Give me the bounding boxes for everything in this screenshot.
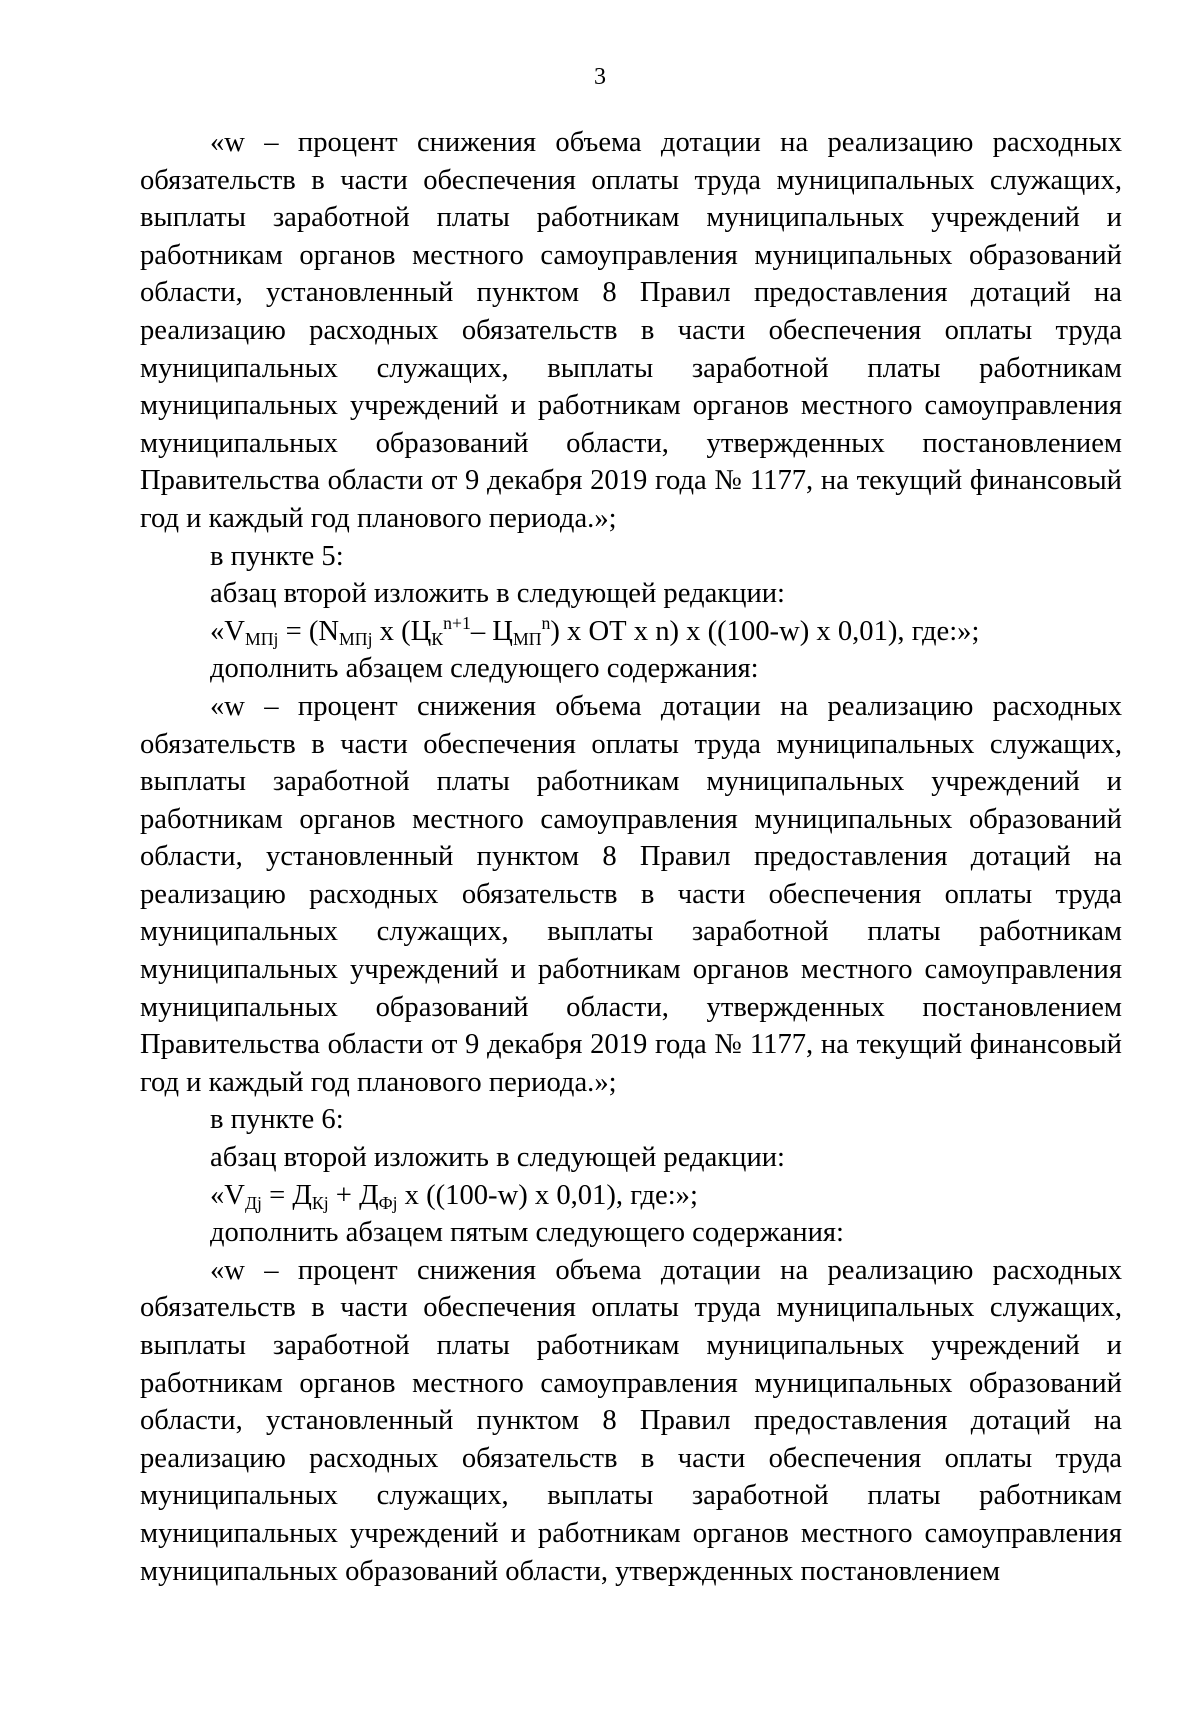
formula-subscript: МП xyxy=(512,628,542,649)
formula-part: = (N xyxy=(278,615,340,647)
item-5-instruction: абзац второй изложить в следующей редакции: xyxy=(210,578,786,610)
formula-part: = Д xyxy=(261,1179,312,1211)
w-definition-paragraph-2: «w – процент снижения объема дотации на реализацию расходных обязательств в части обеспечения оплаты труда муниципальных служащих, выплаты заработной платы работникам муниципальных учреждений и работникам органов местного самоуправления муниципальных образований области, установленный пунктом 8 Правил предоставления дотаций на реализацию расходных обязательств в части обеспечения оплаты труда муниципальных служащих, выплаты заработной платы работникам муниципальных учреждений и работникам органов местного самоуправления муниципальных образований области, утвержденных постановлением Правительства области от 9 декабря 2019 года № 1177, на текущий финансовый год и каждый год планового периода.»; xyxy=(140,690,1122,1098)
formula-part: x ((100-w) x 0,01), где:»; xyxy=(397,1179,698,1211)
formula-subscript: МПj xyxy=(244,628,279,649)
formula-part: – Ц xyxy=(470,615,513,647)
formula-subscript: Дj xyxy=(244,1192,262,1213)
item-5-label: в пункте 5: xyxy=(210,540,344,572)
formula-subscript: Кj xyxy=(311,1192,329,1213)
page-number: 3 xyxy=(594,64,606,90)
formula-v-mp xyxy=(140,613,1122,651)
document-body xyxy=(140,124,1122,1590)
formula-subscript: МПj xyxy=(339,628,373,649)
formula-part: + Д xyxy=(328,1179,379,1211)
item-6-label: в пункте 6: xyxy=(210,1104,344,1136)
item-6-addition: дополнить абзацем пятым следующего содержания: xyxy=(210,1217,844,1249)
item-5-addition: дополнить абзацем следующего содержания: xyxy=(210,653,759,685)
formula-part: «V xyxy=(210,1179,245,1211)
formula-part: ) x ОТ x n) x ((100-w) x 0,01), где:»; xyxy=(550,615,980,647)
formula-subscript: К xyxy=(431,628,444,649)
item-6-instruction: абзац второй изложить в следующей редакции: xyxy=(210,1142,786,1174)
formula-superscript: n+1 xyxy=(443,612,471,633)
w-definition-paragraph-3: «w – процент снижения объема дотации на реализацию расходных обязательств в части обеспечения оплаты труда муниципальных служащих, выплаты заработной платы работникам муниципальных учреждений и работникам органов местного самоуправления муниципальных образований области, установленный пунктом 8 Правил предоставления дотаций на реализацию расходных обязательств в части обеспечения оплаты труда муниципальных служащих, выплаты заработной платы работникам муниципальных учреждений и работникам органов местного самоуправления муниципальных образований области, утвержденных постановлением xyxy=(140,1254,1122,1587)
formula-subscript: Фj xyxy=(378,1192,398,1213)
w-definition-paragraph-1: «w – процент снижения объема дотации на реализацию расходных обязательств в части обеспечения оплаты труда муниципальных служащих, выплаты заработной платы работникам муниципальных учреждений и работникам органов местного самоуправления муниципальных образований области, установленный пунктом 8 Правил предоставления дотаций на реализацию расходных обязательств в части обеспечения оплаты труда муниципальных служащих, выплаты заработной платы работникам муниципальных учреждений и работникам органов местного самоуправления муниципальных образований области, утвержденных постановлением Правительства области от 9 декабря 2019 года № 1177, на текущий финансовый год и каждый год планового периода.»; xyxy=(140,127,1122,534)
formula-superscript: n xyxy=(541,612,551,633)
formula-part: «V xyxy=(210,615,245,647)
formula-part: x (Ц xyxy=(372,615,432,647)
formula-v-d xyxy=(140,1177,1122,1215)
